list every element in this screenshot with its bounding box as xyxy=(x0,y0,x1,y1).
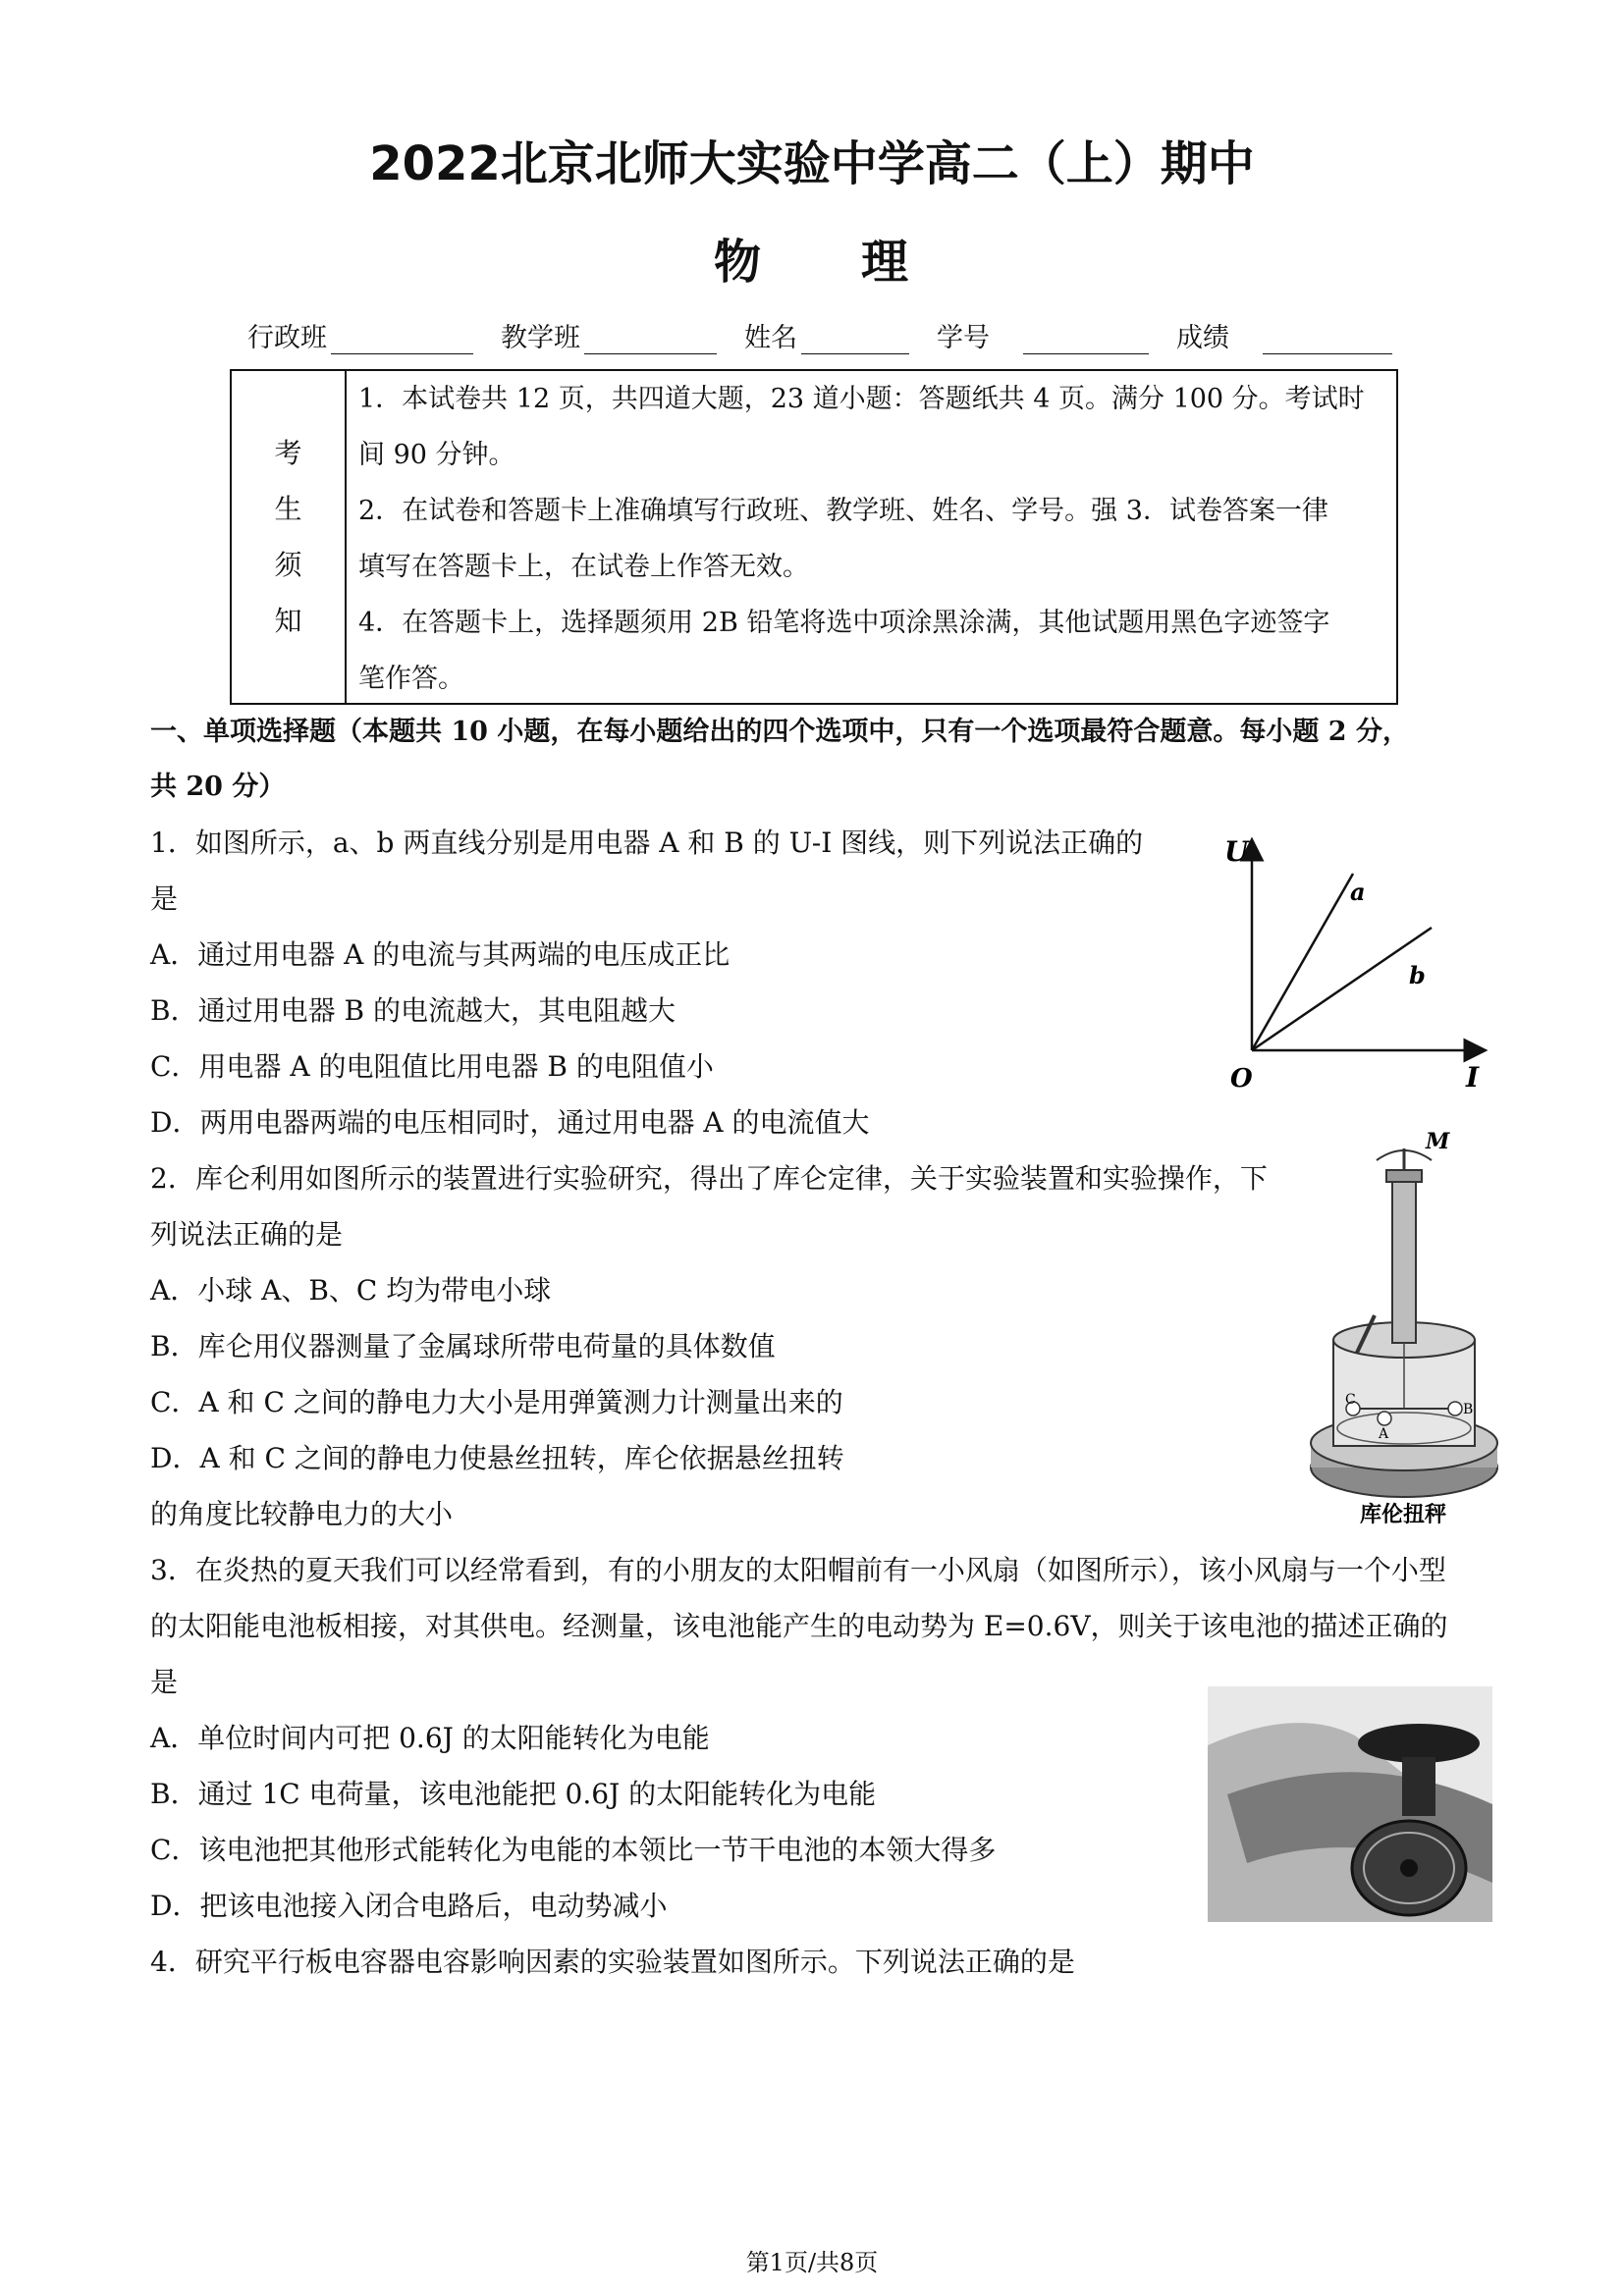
field-blank[interactable] xyxy=(801,326,909,354)
question-2-option-b: B．库仑用仪器测量了金属球所带电荷量的具体数值 xyxy=(150,1330,776,1362)
field-blank[interactable] xyxy=(331,326,473,354)
solar-fan-photo xyxy=(1208,1686,1492,1922)
question-3-option-c: C．该电池把其他形式能转化为电能的本领比一节干电池的本领大得多 xyxy=(150,1834,997,1866)
notice-side-label xyxy=(232,371,347,703)
question-1-option-d: D．两用电器两端的电压相同时，通过用电器 A 的电流值大 xyxy=(150,1106,870,1139)
field-label: 姓名 xyxy=(744,323,797,353)
tube-cap xyxy=(1386,1170,1422,1182)
line-b-label: b xyxy=(1409,961,1426,989)
question-3-stem: 3．在炎热的夏天我们可以经常看到，有的小朋友的太阳帽前有一小风扇（如图所示），该小风扇与一个小型 xyxy=(150,1554,1446,1586)
ball-label: C xyxy=(1345,1392,1356,1408)
figure-caption: 库伦扭秤 xyxy=(1360,1503,1447,1527)
suspension-tube xyxy=(1392,1178,1416,1343)
fan-hub xyxy=(1400,1859,1418,1877)
ui-graph-figure xyxy=(1203,829,1497,1095)
class-field[interactable] xyxy=(247,316,473,354)
m-label: M xyxy=(1426,1129,1450,1154)
notice-line: 笔作答。 xyxy=(358,664,464,694)
question-1-option-c: C．用电器 A 的电阻值比用电器 B 的电阻值小 xyxy=(150,1050,714,1083)
fan-clip xyxy=(1402,1757,1435,1816)
field-blank[interactable] xyxy=(1023,326,1149,354)
question-2-stem-cont: 列说法正确的是 xyxy=(150,1218,344,1251)
subject-title xyxy=(0,224,1624,292)
x-axis-label: I xyxy=(1466,1061,1480,1094)
score-field[interactable] xyxy=(1176,316,1392,354)
subject-char-1: 物 xyxy=(713,235,763,290)
teaching-class-field[interactable] xyxy=(501,316,717,354)
name-field[interactable] xyxy=(744,316,909,354)
question-1-stem: 1．如图所示，a、b 两直线分别是用电器 A 和 B 的 U-I 图线，则下列说法正确的 xyxy=(150,827,1144,859)
question-3-option-a: A．单位时间内可把 0.6J 的太阳能转化为电能 xyxy=(150,1722,710,1754)
question-1-option-b: B．通过用电器 B 的电流越大，其电阻越大 xyxy=(150,994,676,1027)
notice-line: 2．在试卷和答题卡上准确填写行政班、教学班、姓名、学号。强 3．试卷答案一律 xyxy=(358,496,1328,526)
notice-char: 须 xyxy=(274,549,302,581)
notice-content xyxy=(347,371,1396,703)
notice-char: 考 xyxy=(274,437,302,469)
question-3-stem-cont2: 是 xyxy=(150,1666,179,1698)
notice-line: 间 90 分钟。 xyxy=(358,440,515,470)
section-heading: 一、单项选择题（本题共 10 小题，在每小题给出的四个选项中，只有一个选项最符合题意。每小题 2 分， xyxy=(150,717,1409,747)
ball-a xyxy=(1378,1412,1391,1425)
notice-char: 知 xyxy=(274,605,302,637)
question-2-option-c: C．A 和 C 之间的静电力大小是用弹簧测力计测量出来的 xyxy=(150,1386,843,1418)
question-3-option-b: B．通过 1C 电荷量，该电池能把 0.6J 的太阳能转化为电能 xyxy=(150,1778,877,1810)
question-2-stem: 2．库仑利用如图所示的装置进行实验研究，得出了库仑定律，关于实验装置和实验操作，下 xyxy=(150,1162,1268,1195)
field-label: 成绩 xyxy=(1176,323,1229,353)
field-label: 行政班 xyxy=(247,323,327,353)
y-axis-label: U xyxy=(1224,835,1249,868)
notice-line: 1．本试卷共 12 页，共四道大题，23 道小题：答题纸共 4 页。满分 100 分。考试时 xyxy=(358,384,1365,414)
notice-char: 生 xyxy=(274,493,302,525)
question-1-stem-cont: 是 xyxy=(150,882,179,915)
exam-notice-box xyxy=(230,369,1398,705)
notice-line: 填写在答题卡上，在试卷上作答无效。 xyxy=(358,552,809,582)
question-2-option-d: D．A 和 C 之间的静电力使悬丝扭转，库仑依据悬丝扭转 xyxy=(150,1442,844,1474)
notice-line: 4．在答题卡上，选择题须用 2B 铅笔将选中项涂黑涂满，其他试题用黑色字迹签字 xyxy=(358,608,1330,638)
ball-label: A xyxy=(1379,1426,1389,1442)
section-heading-cont: 共 20 分） xyxy=(150,772,286,802)
question-2-option-d-cont: 的角度比较静电力的大小 xyxy=(150,1498,454,1530)
field-label: 教学班 xyxy=(501,323,580,353)
question-4-stem: 4．研究平行板电容器电容影响因素的实验装置如图所示。下列说法正确的是 xyxy=(150,1946,1075,1978)
line-b xyxy=(1252,928,1432,1050)
question-1-option-a: A．通过用电器 A 的电流与其两端的电压成正比 xyxy=(150,938,731,971)
line-a-label: a xyxy=(1350,878,1366,906)
student-id-field[interactable] xyxy=(937,316,1149,354)
subject-char-2: 理 xyxy=(861,235,911,290)
line-a xyxy=(1252,874,1353,1050)
question-3-option-d: D．把该电池接入闭合电路后，电动势减小 xyxy=(150,1890,668,1922)
ball-b xyxy=(1448,1402,1462,1415)
ball-label: B xyxy=(1463,1402,1474,1417)
torsion-balance-figure xyxy=(1306,1119,1502,1531)
field-label: 学号 xyxy=(937,323,990,353)
field-blank[interactable] xyxy=(1263,326,1392,354)
student-info-row xyxy=(247,316,1420,354)
field-blank[interactable] xyxy=(584,326,717,354)
exam-title: 2022北京北师大实验中学高二（上）期中 xyxy=(369,136,1255,191)
question-3-stem-cont: 的太阳能电池板相接，对其供电。经测量，该电池能产生的电动势为 E=0.6V，则关于该电池的描述正确的 xyxy=(150,1610,1448,1642)
page-number: 第1页/共8页 xyxy=(745,2249,879,2276)
question-2-option-a: A．小球 A、B、C 均为带电小球 xyxy=(150,1274,552,1307)
origin-label: O xyxy=(1230,1064,1253,1094)
